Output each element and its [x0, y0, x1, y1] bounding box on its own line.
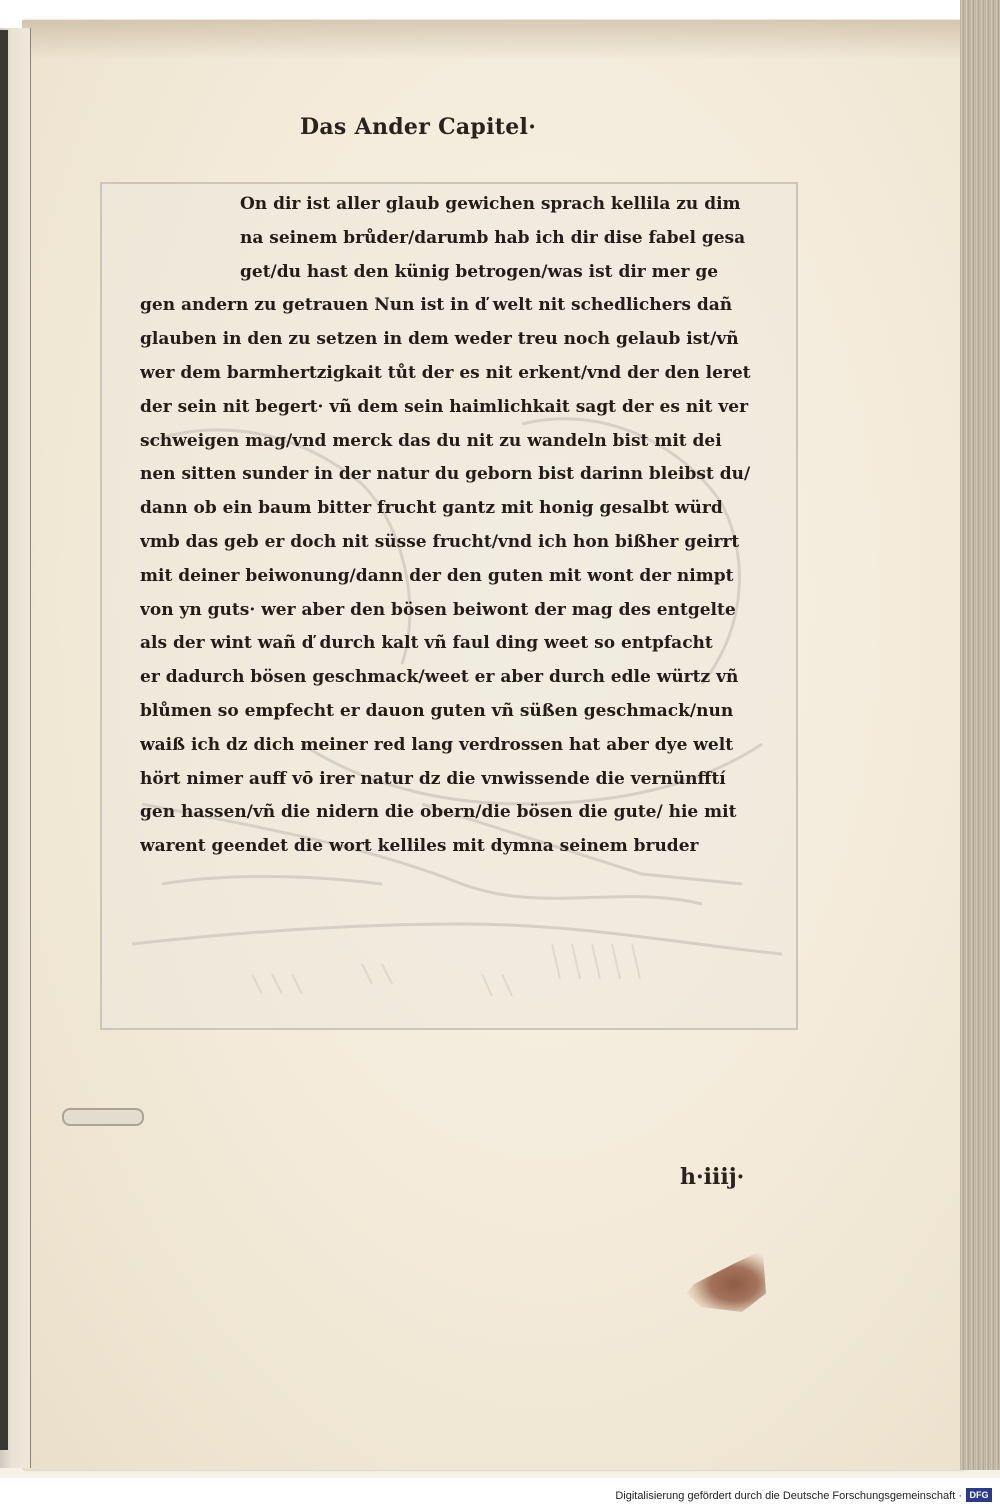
dfg-logo-icon: DFG [966, 1488, 992, 1502]
chapter-heading: Das Ander Capitel· [300, 114, 537, 140]
text-line: gen andern zu getrauen Nun ist in ď welt nit schedlichers dañ [140, 295, 733, 316]
text-line: warent geendet die wort kelliles mit dymna seinem bruder [140, 836, 699, 857]
text-line: als der wint wañ ď durch kalt vñ faul ding weet so entpfacht [140, 633, 713, 654]
text-line: gen hassen/vñ die nidern die obern/die bösen die gute/ hie mit [140, 802, 737, 823]
binding-shadow [0, 30, 8, 1450]
body-text [140, 188, 780, 864]
text-line: hört nimer auff vō irer natur dz die vnwissende die vernünfftí [140, 768, 726, 789]
text-line: glauben in den zu setzen in dem weder treu noch gelaub ist/vñ [140, 329, 739, 350]
text-line: nen sitten sunder in der natur du geborn bist darinn bleibst du/ [140, 464, 751, 485]
book-fore-edge [960, 0, 1000, 1470]
text-line: blůmen so empfecht er dauon guten vñ süßen geschmack/nun [140, 700, 734, 721]
text-line: von yn guts· wer aber den bösen beiwont der mag des entgelte [140, 599, 736, 620]
text-line: dann ob ein baum bitter frucht gantz mit honig gesalbt würd [140, 498, 723, 519]
text-line: der sein nit begert· vñ dem sein haimlichkait sagt der es nit ver [140, 396, 749, 417]
text-line: schweigen mag/vnd merck das du nit zu wandeln bist mit dei [140, 430, 722, 451]
text-line: waiß ich dz dich meiner red lang verdrossen hat aber dye welt [140, 734, 734, 755]
clip-mark [62, 1108, 144, 1126]
digitization-credit: Digitalisierung gefördert durch die Deutsche Forschungsgemeinschaft · [615, 1490, 962, 1502]
paper-shadow [22, 20, 972, 60]
text-line: get/du hast den künig betrogen/was ist dir mer ge [240, 261, 719, 282]
text-line: vmb das geb er doch nit süsse frucht/vnd ich hon bißher geirrt [140, 531, 740, 552]
text-line: mit deiner beiwonung/dann der den guten mit wont der nimpt [140, 565, 734, 586]
text-line: er dadurch bösen geschmack/weet er aber durch edle würtz vñ [140, 667, 739, 688]
text-line: na seinem brůder/darumb hab ich dir dise fabel gesa [240, 227, 746, 248]
text-line: On dir ist aller glaub gewichen sprach kellila zu dim [240, 194, 741, 214]
signature-mark: h·iiij· [680, 1164, 745, 1190]
text-line: wer dem barmhertzigkait tůt der es nit erkent/vnd der den leret [140, 362, 751, 383]
